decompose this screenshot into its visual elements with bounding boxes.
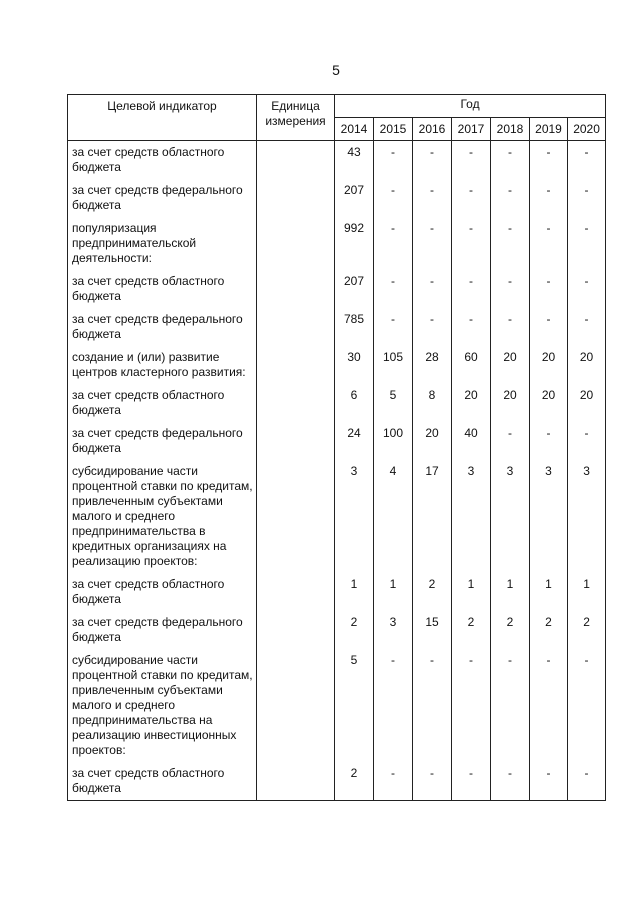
value-cell-2015: - [374,762,413,801]
indicator-cell: за счет средств областного бюджета [68,270,257,308]
value-cell-2016: 8 [413,384,452,422]
indicator-cell: субсидирование части процентной ставки по кредитам, привлеченным субъектами малого и среднего предпринимательства на реализацию инвестиционных проектов: [68,649,257,762]
table-row [68,611,606,649]
table-body [68,141,606,801]
value-cell-2018: 20 [491,384,530,422]
table-header [68,95,606,141]
header-indicator: Целевой индикатор [68,95,257,141]
value-cell-2015: - [374,649,413,762]
header-year-2020: 2020 [568,118,606,141]
indicator-cell: субсидирование части процентной ставки по кредитам, привлеченным субъектами малого и среднего предпринимательства в кредитных организациях на реализацию проектов: [68,460,257,573]
table-row [68,270,606,308]
indicator-cell: за счет средств федерального бюджета [68,179,257,217]
value-cell-2015: 1 [374,573,413,611]
value-cell-2018: - [491,217,530,270]
value-cell-2014: 5 [335,649,374,762]
value-cell-2015: 100 [374,422,413,460]
unit-cell [257,217,335,270]
value-cell-2019: - [530,649,568,762]
value-cell-2019: - [530,270,568,308]
value-cell-2014: 207 [335,270,374,308]
value-cell-2020: - [568,141,606,180]
value-cell-2018: - [491,270,530,308]
value-cell-2019: - [530,179,568,217]
value-cell-2014: 24 [335,422,374,460]
header-year-2018: 2018 [491,118,530,141]
value-cell-2015: 4 [374,460,413,573]
value-cell-2019: 20 [530,384,568,422]
value-cell-2016: 20 [413,422,452,460]
value-cell-2019: 20 [530,346,568,384]
value-cell-2016: - [413,649,452,762]
value-cell-2017: - [452,141,491,180]
value-cell-2016: - [413,762,452,801]
indicator-cell: за счет средств областного бюджета [68,141,257,180]
value-cell-2017: - [452,762,491,801]
value-cell-2016: 2 [413,573,452,611]
value-cell-2014: 1 [335,573,374,611]
unit-cell [257,141,335,180]
value-cell-2019: - [530,422,568,460]
value-cell-2016: - [413,179,452,217]
value-cell-2020: - [568,762,606,801]
unit-cell [257,346,335,384]
value-cell-2014: 30 [335,346,374,384]
value-cell-2015: - [374,308,413,346]
value-cell-2016: 15 [413,611,452,649]
value-cell-2019: - [530,217,568,270]
value-cell-2016: 17 [413,460,452,573]
value-cell-2018: - [491,422,530,460]
value-cell-2016: - [413,308,452,346]
value-cell-2020: - [568,217,606,270]
indicator-cell: популяризация предпринимательской деятельности: [68,217,257,270]
value-cell-2015: - [374,141,413,180]
value-cell-2016: - [413,141,452,180]
value-cell-2017: - [452,179,491,217]
header-year-2019: 2019 [530,118,568,141]
value-cell-2019: - [530,762,568,801]
value-cell-2017: 20 [452,384,491,422]
value-cell-2014: 43 [335,141,374,180]
value-cell-2017: - [452,217,491,270]
value-cell-2017: 40 [452,422,491,460]
indicator-cell: за счет средств федерального бюджета [68,611,257,649]
target-indicators-table [67,94,606,801]
unit-cell [257,422,335,460]
value-cell-2017: 60 [452,346,491,384]
unit-cell [257,611,335,649]
value-cell-2014: 207 [335,179,374,217]
value-cell-2017: - [452,649,491,762]
table-row [68,460,606,573]
unit-cell [257,270,335,308]
value-cell-2014: 992 [335,217,374,270]
value-cell-2020: 3 [568,460,606,573]
indicator-cell: за счет средств областного бюджета [68,573,257,611]
unit-cell [257,460,335,573]
value-cell-2016: - [413,217,452,270]
header-unit: Единица измерения [257,95,335,141]
value-cell-2015: 3 [374,611,413,649]
indicator-cell: за счет средств федерального бюджета [68,308,257,346]
value-cell-2018: - [491,179,530,217]
value-cell-2018: 2 [491,611,530,649]
value-cell-2019: 1 [530,573,568,611]
value-cell-2018: - [491,141,530,180]
header-year-2016: 2016 [413,118,452,141]
header-year-2015: 2015 [374,118,413,141]
value-cell-2014: 2 [335,762,374,801]
value-cell-2015: - [374,270,413,308]
value-cell-2017: 1 [452,573,491,611]
unit-cell [257,762,335,801]
value-cell-2020: 1 [568,573,606,611]
value-cell-2014: 2 [335,611,374,649]
table-row [68,346,606,384]
table-row [68,217,606,270]
value-cell-2017: - [452,308,491,346]
value-cell-2020: - [568,270,606,308]
header-year-group: Год [335,95,606,118]
value-cell-2018: - [491,308,530,346]
table-row [68,384,606,422]
unit-cell [257,308,335,346]
value-cell-2017: - [452,270,491,308]
value-cell-2020: - [568,308,606,346]
value-cell-2015: - [374,217,413,270]
value-cell-2020: 20 [568,346,606,384]
value-cell-2017: 3 [452,460,491,573]
value-cell-2017: 2 [452,611,491,649]
value-cell-2016: 28 [413,346,452,384]
header-year-2017: 2017 [452,118,491,141]
unit-cell [257,649,335,762]
indicator-cell: за счет средств федерального бюджета [68,422,257,460]
value-cell-2020: - [568,649,606,762]
table-row [68,141,606,180]
value-cell-2015: 105 [374,346,413,384]
value-cell-2019: - [530,141,568,180]
table-row [68,179,606,217]
value-cell-2019: 2 [530,611,568,649]
value-cell-2018: 20 [491,346,530,384]
table-row [68,573,606,611]
value-cell-2018: - [491,649,530,762]
value-cell-2014: 785 [335,308,374,346]
value-cell-2019: - [530,308,568,346]
table-row [68,308,606,346]
value-cell-2014: 3 [335,460,374,573]
table-row [68,762,606,801]
unit-cell [257,573,335,611]
unit-cell [257,384,335,422]
table-row [68,649,606,762]
value-cell-2018: - [491,762,530,801]
value-cell-2020: - [568,422,606,460]
value-cell-2015: 5 [374,384,413,422]
value-cell-2018: 1 [491,573,530,611]
indicator-cell: создание и (или) развитие центров кластерного развития: [68,346,257,384]
header-year-2014: 2014 [335,118,374,141]
value-cell-2016: - [413,270,452,308]
value-cell-2019: 3 [530,460,568,573]
table-row [68,422,606,460]
value-cell-2020: 2 [568,611,606,649]
value-cell-2014: 6 [335,384,374,422]
unit-cell [257,179,335,217]
indicator-cell: за счет средств областного бюджета [68,762,257,801]
value-cell-2020: 20 [568,384,606,422]
value-cell-2018: 3 [491,460,530,573]
value-cell-2015: - [374,179,413,217]
indicator-cell: за счет средств областного бюджета [68,384,257,422]
value-cell-2020: - [568,179,606,217]
page-number: 5 [332,62,340,78]
